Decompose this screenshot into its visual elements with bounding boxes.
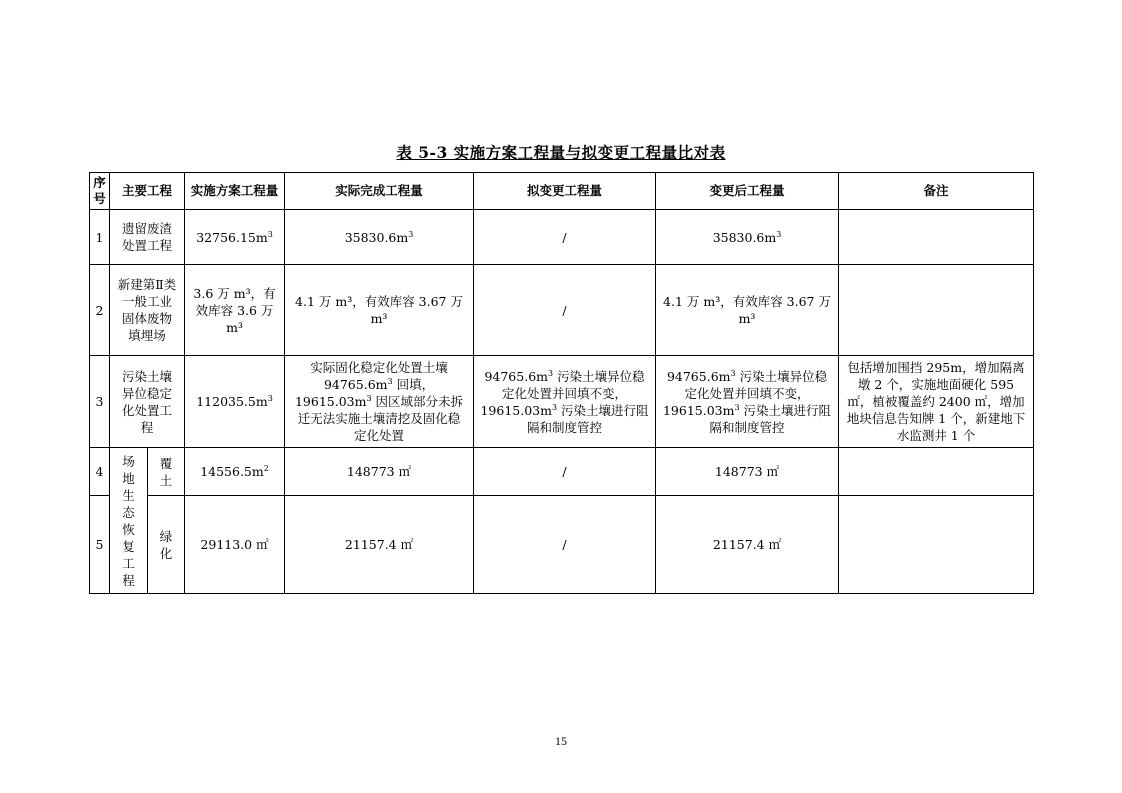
header-after-change-quantity: 变更后工程量: [656, 173, 839, 210]
table-row: [90, 210, 1034, 265]
row-plan-quantity: 29113.0 ㎡: [185, 496, 285, 594]
row-remark: [839, 265, 1034, 356]
row-seq: 2: [90, 265, 110, 356]
row-plan-quantity: $14556.5m^2$: [185, 448, 285, 496]
row-plan-quantity: 3.6 万 m³，有效库容 3.6 万 m³: [185, 265, 285, 356]
row-remark: 包括增加围挡 295m，增加隔离墩 2 个，实施地面硬化 595 ㎡，植被覆盖约 2400 ㎡，增加地块信息告知牌 1 个，新建地下水监测井 1 个: [839, 356, 1034, 448]
row-plan-quantity: $32756.15m^3$: [185, 210, 285, 265]
row-proposed-quantity: /: [474, 496, 656, 594]
row-remark: [839, 496, 1034, 594]
row-actual-quantity: 4.1 万 m³，有效库容 3.67 万 m³: [285, 265, 474, 356]
eco-group-name: 场地生态恢复工程: [110, 448, 148, 594]
comparison-table: [89, 172, 1034, 594]
header-proposed-quantity: 拟变更工程量: [474, 173, 656, 210]
header-main-project: 主要工程: [110, 173, 185, 210]
table-row: [90, 356, 1034, 448]
header-remark: 备注: [839, 173, 1034, 210]
header-row: [90, 173, 1034, 210]
header-plan-quantity: 实施方案工程量: [185, 173, 285, 210]
header-seq: 序号: [90, 173, 110, 210]
row-remark: [839, 210, 1034, 265]
row-project-name: 污染土壤异位稳定化处置工程: [110, 356, 185, 448]
row-seq: 1: [90, 210, 110, 265]
row-actual-quantity: 21157.4 ㎡: [285, 496, 474, 594]
row-after-quantity: $94765.6m^3$ 污染土壤异位稳定化处置并回填不变，$19615.03m^3$ 污染土壤进行阻隔和制度管控: [656, 356, 839, 448]
table-row: [90, 265, 1034, 356]
row-seq: 5: [90, 496, 110, 594]
table-title: 表 5-3 实施方案工程量与拟变更工程量比对表: [396, 143, 726, 162]
row-sub-project: 绿化: [148, 496, 185, 594]
table-row: [90, 448, 1034, 496]
row-proposed-quantity: /: [474, 210, 656, 265]
row-sub-project: 覆土: [148, 448, 185, 496]
row-proposed-quantity: /: [474, 265, 656, 356]
row-actual-quantity: 148773 ㎡: [285, 448, 474, 496]
row-seq: 3: [90, 356, 110, 448]
row-after-quantity: 21157.4 ㎡: [656, 496, 839, 594]
row-plan-quantity: $112035.5m^3$: [185, 356, 285, 448]
header-actual-quantity: 实际完成工程量: [285, 173, 474, 210]
row-proposed-quantity: $94765.6m^3$ 污染土壤异位稳定化处置并回填不变，$19615.03m^3$ 污染土壤进行阻隔和制度管控: [474, 356, 656, 448]
row-actual-quantity: $35830.6m^3$: [285, 210, 474, 265]
row-after-quantity: $35830.6m^3$: [656, 210, 839, 265]
row-project-name: 新建第Ⅱ类一般工业固体废物填埋场: [110, 265, 185, 356]
row-seq: 4: [90, 448, 110, 496]
row-project-name: 遗留废渣处置工程: [110, 210, 185, 265]
row-remark: [839, 448, 1034, 496]
page-number: 15: [555, 734, 567, 748]
table-row: [90, 496, 1034, 594]
row-proposed-quantity: /: [474, 448, 656, 496]
row-actual-quantity: 实际固化稳定化处置土壤 $94765.6m^3$ 回填，$19615.03m^3$ 因区域部分未拆迁无法实施土壤清挖及固化稳定化处置: [285, 356, 474, 448]
row-after-quantity: 148773 ㎡: [656, 448, 839, 496]
row-after-quantity: 4.1 万 m³，有效库容 3.67 万 m³: [656, 265, 839, 356]
